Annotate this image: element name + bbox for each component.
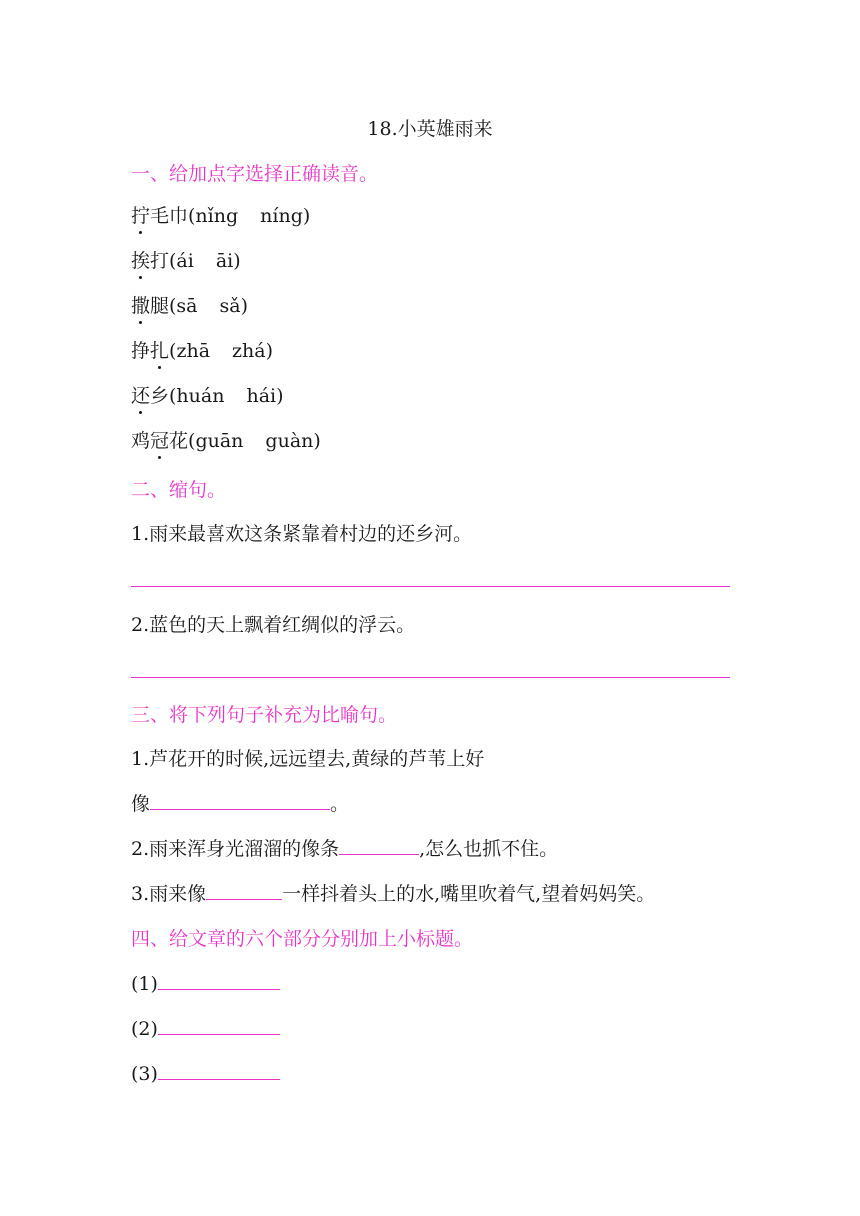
text-segment: 2.雨来浑身光溜溜的像条 xyxy=(131,838,340,860)
item-number: (3) xyxy=(131,1063,158,1085)
item-alt: zhá) xyxy=(232,340,274,362)
item-rest: 乡(huán xyxy=(150,385,225,407)
section3-heading: 三、将下列句子补充为比喻句。 xyxy=(131,704,398,726)
dotted-char: 挨 xyxy=(131,250,151,272)
dotted-char: 冠 xyxy=(150,430,170,452)
pinyin-item-5 xyxy=(131,383,284,409)
item-alt: āi) xyxy=(215,250,241,272)
text-segment: 3.雨来像 xyxy=(131,883,207,905)
text-segment: ,怎么也抓不住。 xyxy=(419,838,559,860)
fill-blank-1[interactable] xyxy=(150,791,330,810)
metaphor-question-3 xyxy=(131,881,655,907)
item-rest: 毛巾(nǐng xyxy=(150,205,239,227)
fill-blank-2[interactable] xyxy=(339,836,419,855)
shorten-question-2: 2.蓝色的天上飘着红绸似的浮云。 xyxy=(131,614,416,636)
subtitle-blank-1[interactable] xyxy=(158,971,280,990)
subtitle-item-1 xyxy=(131,971,280,997)
subtitle-blank-3[interactable] xyxy=(158,1061,280,1080)
subtitle-blank-2[interactable] xyxy=(158,1016,280,1035)
text-segment: 像 xyxy=(131,793,151,815)
dotted-char: 撒 xyxy=(131,295,151,317)
subtitle-item-3 xyxy=(131,1061,280,1087)
metaphor-question-1-line2 xyxy=(131,791,349,817)
section1-heading: 一、给加点字选择正确读音。 xyxy=(131,163,379,185)
item-prefix: 鸡 xyxy=(131,430,151,452)
pinyin-item-1 xyxy=(131,203,310,229)
item-rest: 腿(sā xyxy=(150,295,198,317)
pinyin-item-4 xyxy=(131,338,273,364)
item-rest: 打(ái xyxy=(150,250,194,272)
item-alt: níng) xyxy=(260,205,311,227)
item-prefix: 挣 xyxy=(131,340,151,362)
item-alt: guàn) xyxy=(265,430,321,452)
item-alt: sǎ) xyxy=(219,295,249,317)
item-rest: (zhā xyxy=(169,340,211,362)
section2-heading: 二、缩句。 xyxy=(131,479,227,501)
item-alt: hái) xyxy=(246,385,284,407)
metaphor-question-1-line1: 1.芦花开的时候,远远望去,黄绿的芦苇上好 xyxy=(131,748,485,770)
dotted-char: 扎 xyxy=(150,340,170,362)
fill-blank-3[interactable] xyxy=(206,881,282,900)
item-rest: 花(guān xyxy=(169,430,244,452)
shorten-question-1: 1.雨来最喜欢这条紧靠着村边的还乡河。 xyxy=(131,523,473,545)
text-segment: 一样抖着头上的水,嘴里吹着气,望着妈妈笑。 xyxy=(282,883,656,905)
text-segment: 。 xyxy=(330,793,350,815)
page-title: 18.小英雄雨来 xyxy=(367,118,493,140)
answer-line-2[interactable] xyxy=(131,677,730,678)
item-number: (1) xyxy=(131,973,158,995)
dotted-char: 还 xyxy=(131,385,151,407)
pinyin-item-3 xyxy=(131,293,248,319)
metaphor-question-2 xyxy=(131,836,558,862)
section4-heading: 四、给文章的六个部分分别加上小标题。 xyxy=(131,928,474,950)
item-number: (2) xyxy=(131,1018,158,1040)
pinyin-item-2 xyxy=(131,248,241,274)
answer-line-1[interactable] xyxy=(131,586,730,587)
pinyin-item-6 xyxy=(131,428,321,454)
subtitle-item-2 xyxy=(131,1016,280,1042)
dotted-char: 拧 xyxy=(131,205,151,227)
